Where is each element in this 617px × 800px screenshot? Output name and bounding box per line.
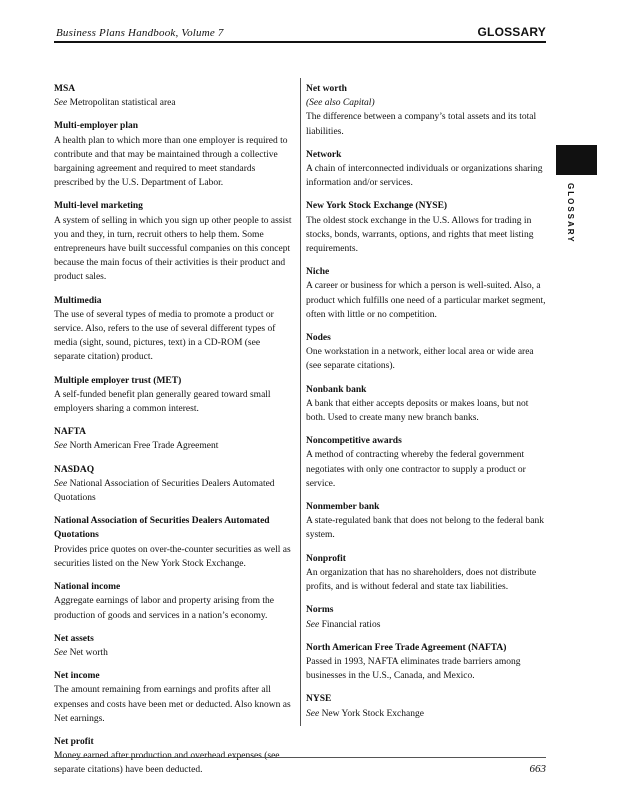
- see-target: New York Stock Exchange: [321, 708, 424, 719]
- glossary-entry: [306, 603, 546, 631]
- page-header: [54, 25, 546, 41]
- see-target: North American Free Trade Agreement: [69, 441, 219, 452]
- glossary-term: Multi-level marketing: [54, 201, 143, 212]
- glossary-term: NAFTA: [54, 427, 87, 438]
- glossary-entry: [306, 82, 546, 139]
- glossary-entry: [54, 82, 293, 110]
- see-label: See: [306, 619, 320, 630]
- column-divider: [300, 78, 301, 726]
- glossary-term: North American Free Trade Agreement (NAFTA): [306, 642, 507, 653]
- glossary-term: Nonprofit: [306, 553, 346, 564]
- header-rule: [54, 41, 546, 43]
- glossary-term: Network: [306, 149, 342, 160]
- glossary-see-reference: [54, 477, 293, 505]
- glossary-definition: The amount remaining from earnings and profits after all expenses and costs have been met or deducted. Also known as Net earnings.: [54, 685, 291, 724]
- see-target: Net worth: [69, 647, 108, 658]
- glossary-definition: A bank that either accepts deposits or makes loans, but not both. Used to create many new branch banks.: [306, 398, 529, 424]
- glossary-entry: [306, 500, 546, 543]
- glossary-term: Nodes: [306, 333, 331, 344]
- glossary-term: Nonmember bank: [306, 502, 380, 513]
- glossary-term: Net assets: [54, 633, 94, 644]
- glossary-term: MSA: [54, 84, 76, 94]
- glossary-term: New York Stock Exchange (NYSE): [306, 201, 448, 212]
- see-label: See: [54, 441, 68, 452]
- glossary-entry: [54, 632, 293, 660]
- glossary-term: National income: [54, 582, 121, 593]
- side-tab-label: GLOSSARY: [566, 183, 575, 244]
- glossary-term: Multi-employer plan: [54, 121, 139, 132]
- glossary-definition: Passed in 1993, NAFTA eliminates trade barriers among businesses in the U.S., Canada, and Mexico.: [306, 656, 521, 682]
- see-label: See: [54, 98, 68, 109]
- glossary-column-left: [54, 82, 293, 787]
- glossary-entry: [306, 331, 546, 374]
- glossary-see-reference: [306, 707, 546, 721]
- glossary-definition: The difference between a company’s total assets and its total liabilities.: [306, 112, 537, 137]
- glossary-definition: An organization that has no shareholders, does not distribute profits, and is without federal and state tax liabilities.: [306, 567, 537, 593]
- glossary-definition: A system of selling in which you sign up other people to assist you and they, in turn, recruit others to help them. Some entrepreneurs have built successful companies on this concept because the main focus of their activities is their product and product sales.: [54, 215, 292, 283]
- glossary-term: Norms: [306, 605, 334, 616]
- glossary-term: NASDAQ: [54, 464, 95, 475]
- glossary-entry: [54, 580, 293, 623]
- glossary-term: NYSE: [306, 694, 332, 705]
- glossary-definition: The oldest stock exchange in the U.S. Allows for trading in stocks, bonds, warrants, options, and rights that meet listing requirements.: [306, 215, 534, 255]
- section-title: GLOSSARY: [477, 25, 546, 39]
- see-label: See: [54, 478, 68, 489]
- see-target: National Association of Securities Dealers Automated Quotations: [54, 478, 275, 504]
- glossary-definition: A self-funded benefit plan generally geared toward small employers sharing a common interest.: [54, 389, 271, 415]
- glossary-term: Nonbank bank: [306, 384, 367, 395]
- glossary-definition: A chain of interconnected individuals or organizations sharing information and/or services.: [306, 164, 543, 189]
- see-target: Financial ratios: [321, 619, 381, 630]
- book-title: Business Plans Handbook, Volume 7: [56, 27, 224, 39]
- glossary-entry: [54, 119, 293, 190]
- glossary-entry: [54, 374, 293, 417]
- glossary-definition: Provides price quotes on over-the-counter securities as well as securities listed on the New York Stock Exchange.: [54, 544, 291, 569]
- glossary-definition: A career or business for which a person is well-suited. Also, a product which fulfills one need of a particular market segment, often with little or no competition.: [306, 281, 546, 320]
- glossary-entry: [306, 552, 546, 595]
- glossary-term: Noncompetitive awards: [306, 436, 402, 447]
- glossary-entry: [306, 148, 546, 191]
- glossary-term: Net income: [54, 671, 100, 682]
- see-target: Metropolitan statistical area: [69, 98, 176, 109]
- glossary-definition: The use of several types of media to promote a product or service. Also, refers to the use of several different types of media (sight, sound, pictures, text) in a CD-ROM (see separate citation) product.: [54, 309, 276, 363]
- glossary-definition: Aggregate earnings of labor and property arising from the production of goods and services in a nation’s economy.: [54, 596, 275, 621]
- see-label: See: [54, 647, 68, 658]
- glossary-note: (See also Capital): [306, 98, 375, 109]
- glossary-entry: [306, 265, 546, 322]
- glossary-term: Net worth: [306, 84, 347, 94]
- glossary-definition: A health plan to which more than one employer is required to contribute and that may be maintained through a collective bargaining agreement and required to meet standards prescribed by the U.S. Department of Labor.: [54, 135, 288, 189]
- glossary-entry: [306, 199, 546, 256]
- glossary-see-reference: [54, 439, 293, 453]
- glossary-entry: [54, 294, 293, 365]
- glossary-entry: [306, 692, 546, 720]
- glossary-entry: [306, 434, 546, 491]
- glossary-see-reference: [54, 96, 293, 110]
- see-label: See: [306, 708, 320, 719]
- glossary-definition: A method of contracting whereby the federal government negotiates with only one contractor to supply a product or service.: [306, 450, 526, 489]
- glossary-definition: separate citations) have been deducted.: [54, 765, 203, 776]
- glossary-term: National Association of Securities Dealers Automated Quotations: [54, 516, 270, 541]
- glossary-entry: [54, 514, 293, 571]
- glossary-term: Net profit: [54, 736, 94, 747]
- side-tab-marker: [556, 145, 597, 175]
- glossary-column-right: [306, 82, 546, 730]
- glossary-entry: [306, 383, 546, 426]
- glossary-entry: [54, 425, 293, 453]
- glossary-term: Multimedia: [54, 295, 102, 306]
- page-number: 663: [529, 763, 546, 775]
- footer-rule: [54, 757, 546, 758]
- glossary-entry: [54, 463, 293, 506]
- glossary-definition: One workstation in a network, either local area or wide area (see separate citations).: [306, 347, 534, 372]
- glossary-entry: [306, 641, 546, 684]
- glossary-see-reference: [54, 646, 293, 660]
- glossary-entry: [54, 199, 293, 284]
- glossary-definition: A state-regulated bank that does not belong to the federal bank system.: [306, 516, 544, 541]
- glossary-term: Multiple employer trust (MET): [54, 375, 182, 386]
- glossary-entry: [54, 669, 293, 726]
- glossary-term: Niche: [306, 267, 330, 278]
- glossary-see-reference: [306, 618, 546, 632]
